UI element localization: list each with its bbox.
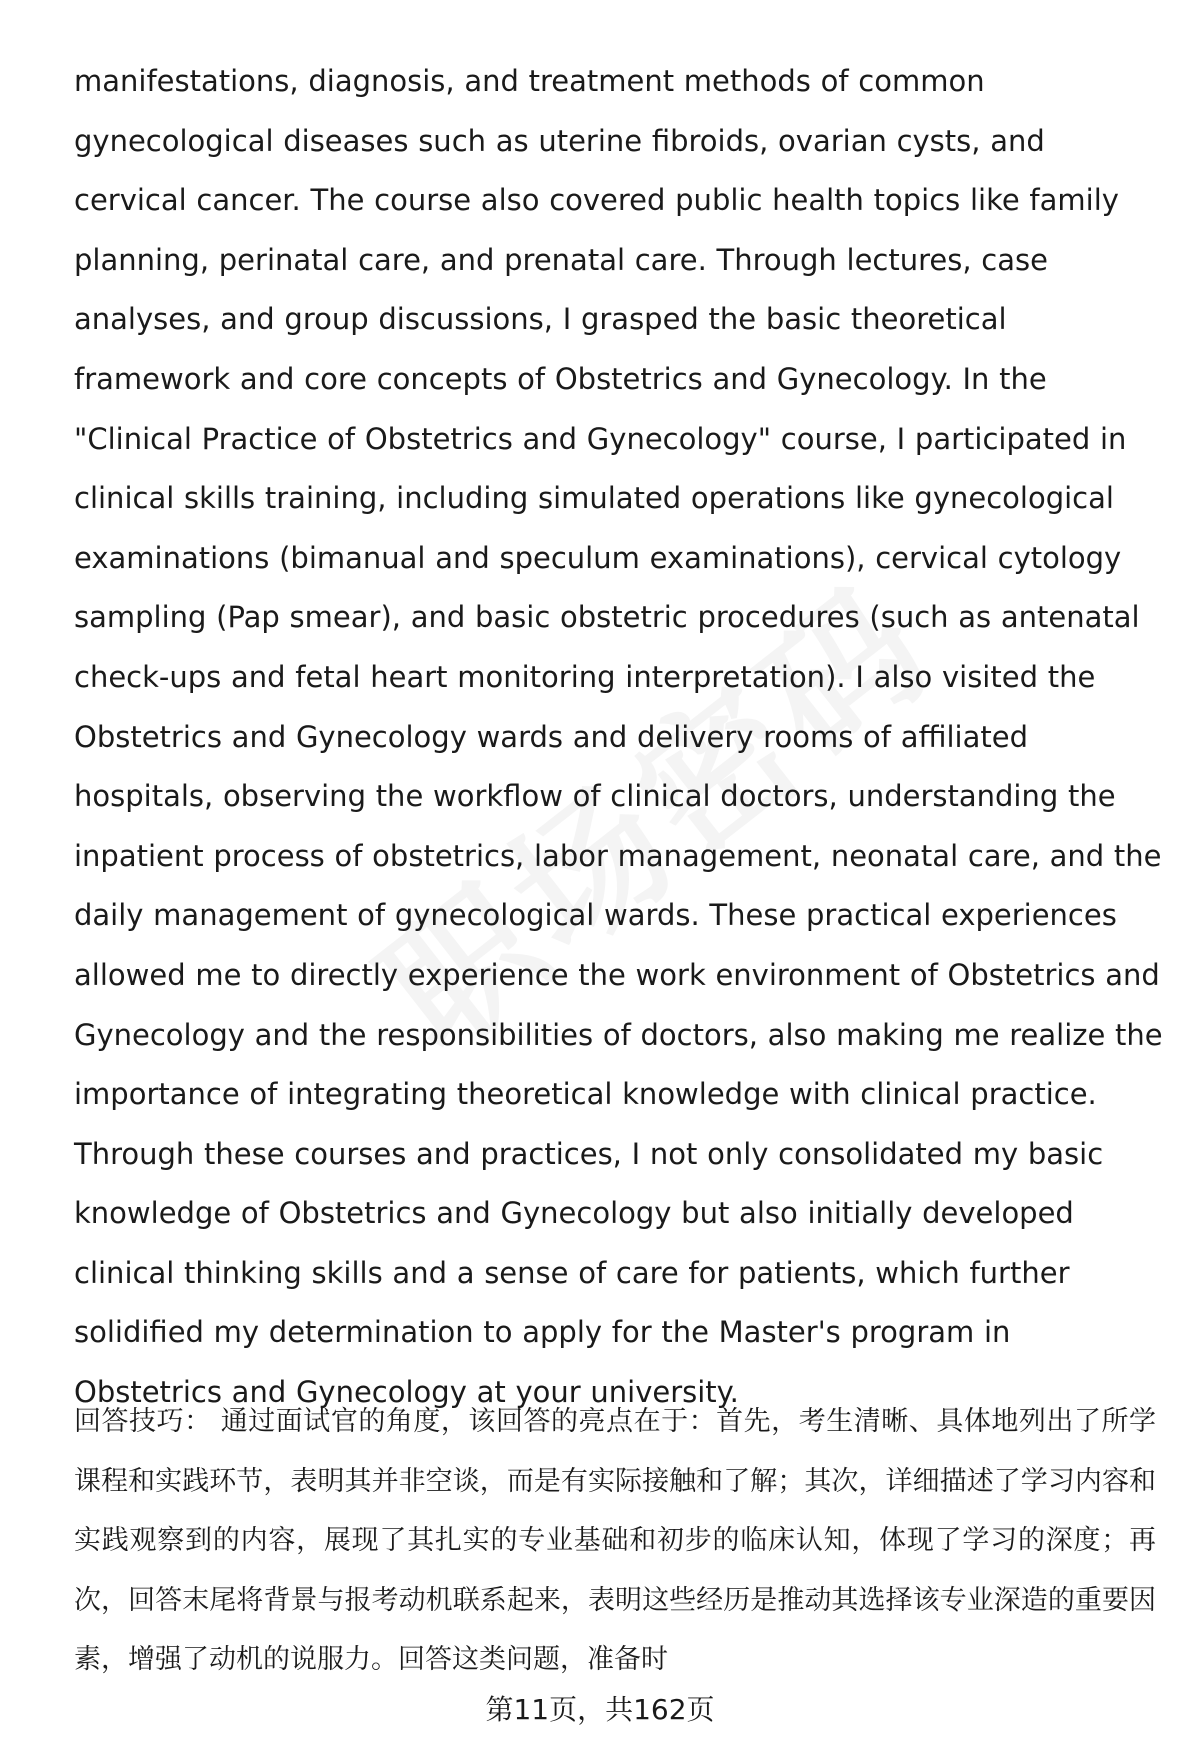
answer-tips-paragraph: 回答技巧： 通过面试官的角度，该回答的亮点在于：首先，考生清晰、具体地列出了所学课程和实践环节，表明其并非空谈，而是有实际接触和了解；其次，详细描述了学习内容和实践观察到的内容，展现了其扎实的专业基础和初步的临床认知，体现了学习的深度；再次，回答末尾将背景与报考动机联系起来，表明这些经历是推动其选择该专业深造的重要因素，增强了动机的说服力。回答这类问题，准备时: [74, 1406, 1156, 1675]
answer-paragraph: manifestations, diagnosis, and treatment methods of common gynecological diseases such as uterine fibroids, ovarian cysts, and cervical cancer. The course also covered public health topics like family planning, perinatal care, and prenatal care. Through lectures, case analyses, and group discussions, I grasped the basic theoretical framework and core concepts of Obstetrics and Gynecology. In the "Clinical Practice of Obstetrics and Gynecology" course, I participated in clinical skills training, including simulated operations like gynecological examinations (bimanual and speculum examinations), cervical cytology sampling (Pap smear), and basic obstetric procedures (such as antenatal check-ups and fetal heart monitoring interpretation). I also visited the Obstetrics and Gynecology wards and delivery rooms of affiliated hospitals, observing the workflow of clinical doctors, understanding the inpatient process of obstetrics, labor management, neonatal care, and the daily management of gynecological wards. These practical experiences allowed me to directly experience the work environment of Obstetrics and Gynecology and the responsibilities of doctors, also making me realize the importance of integrating theoretical knowledge with clinical practice. Through these courses and practices, I not only consolidated my basic knowledge of Obstetrics and Gynecology but also initially developed clinical thinking skills and a sense of care for patients, which further solidified my determination to apply for the Master's program in Obstetrics and Gynecology at your university.: [74, 64, 1163, 1410]
page-number: 第11页，共162页: [485, 1693, 715, 1726]
